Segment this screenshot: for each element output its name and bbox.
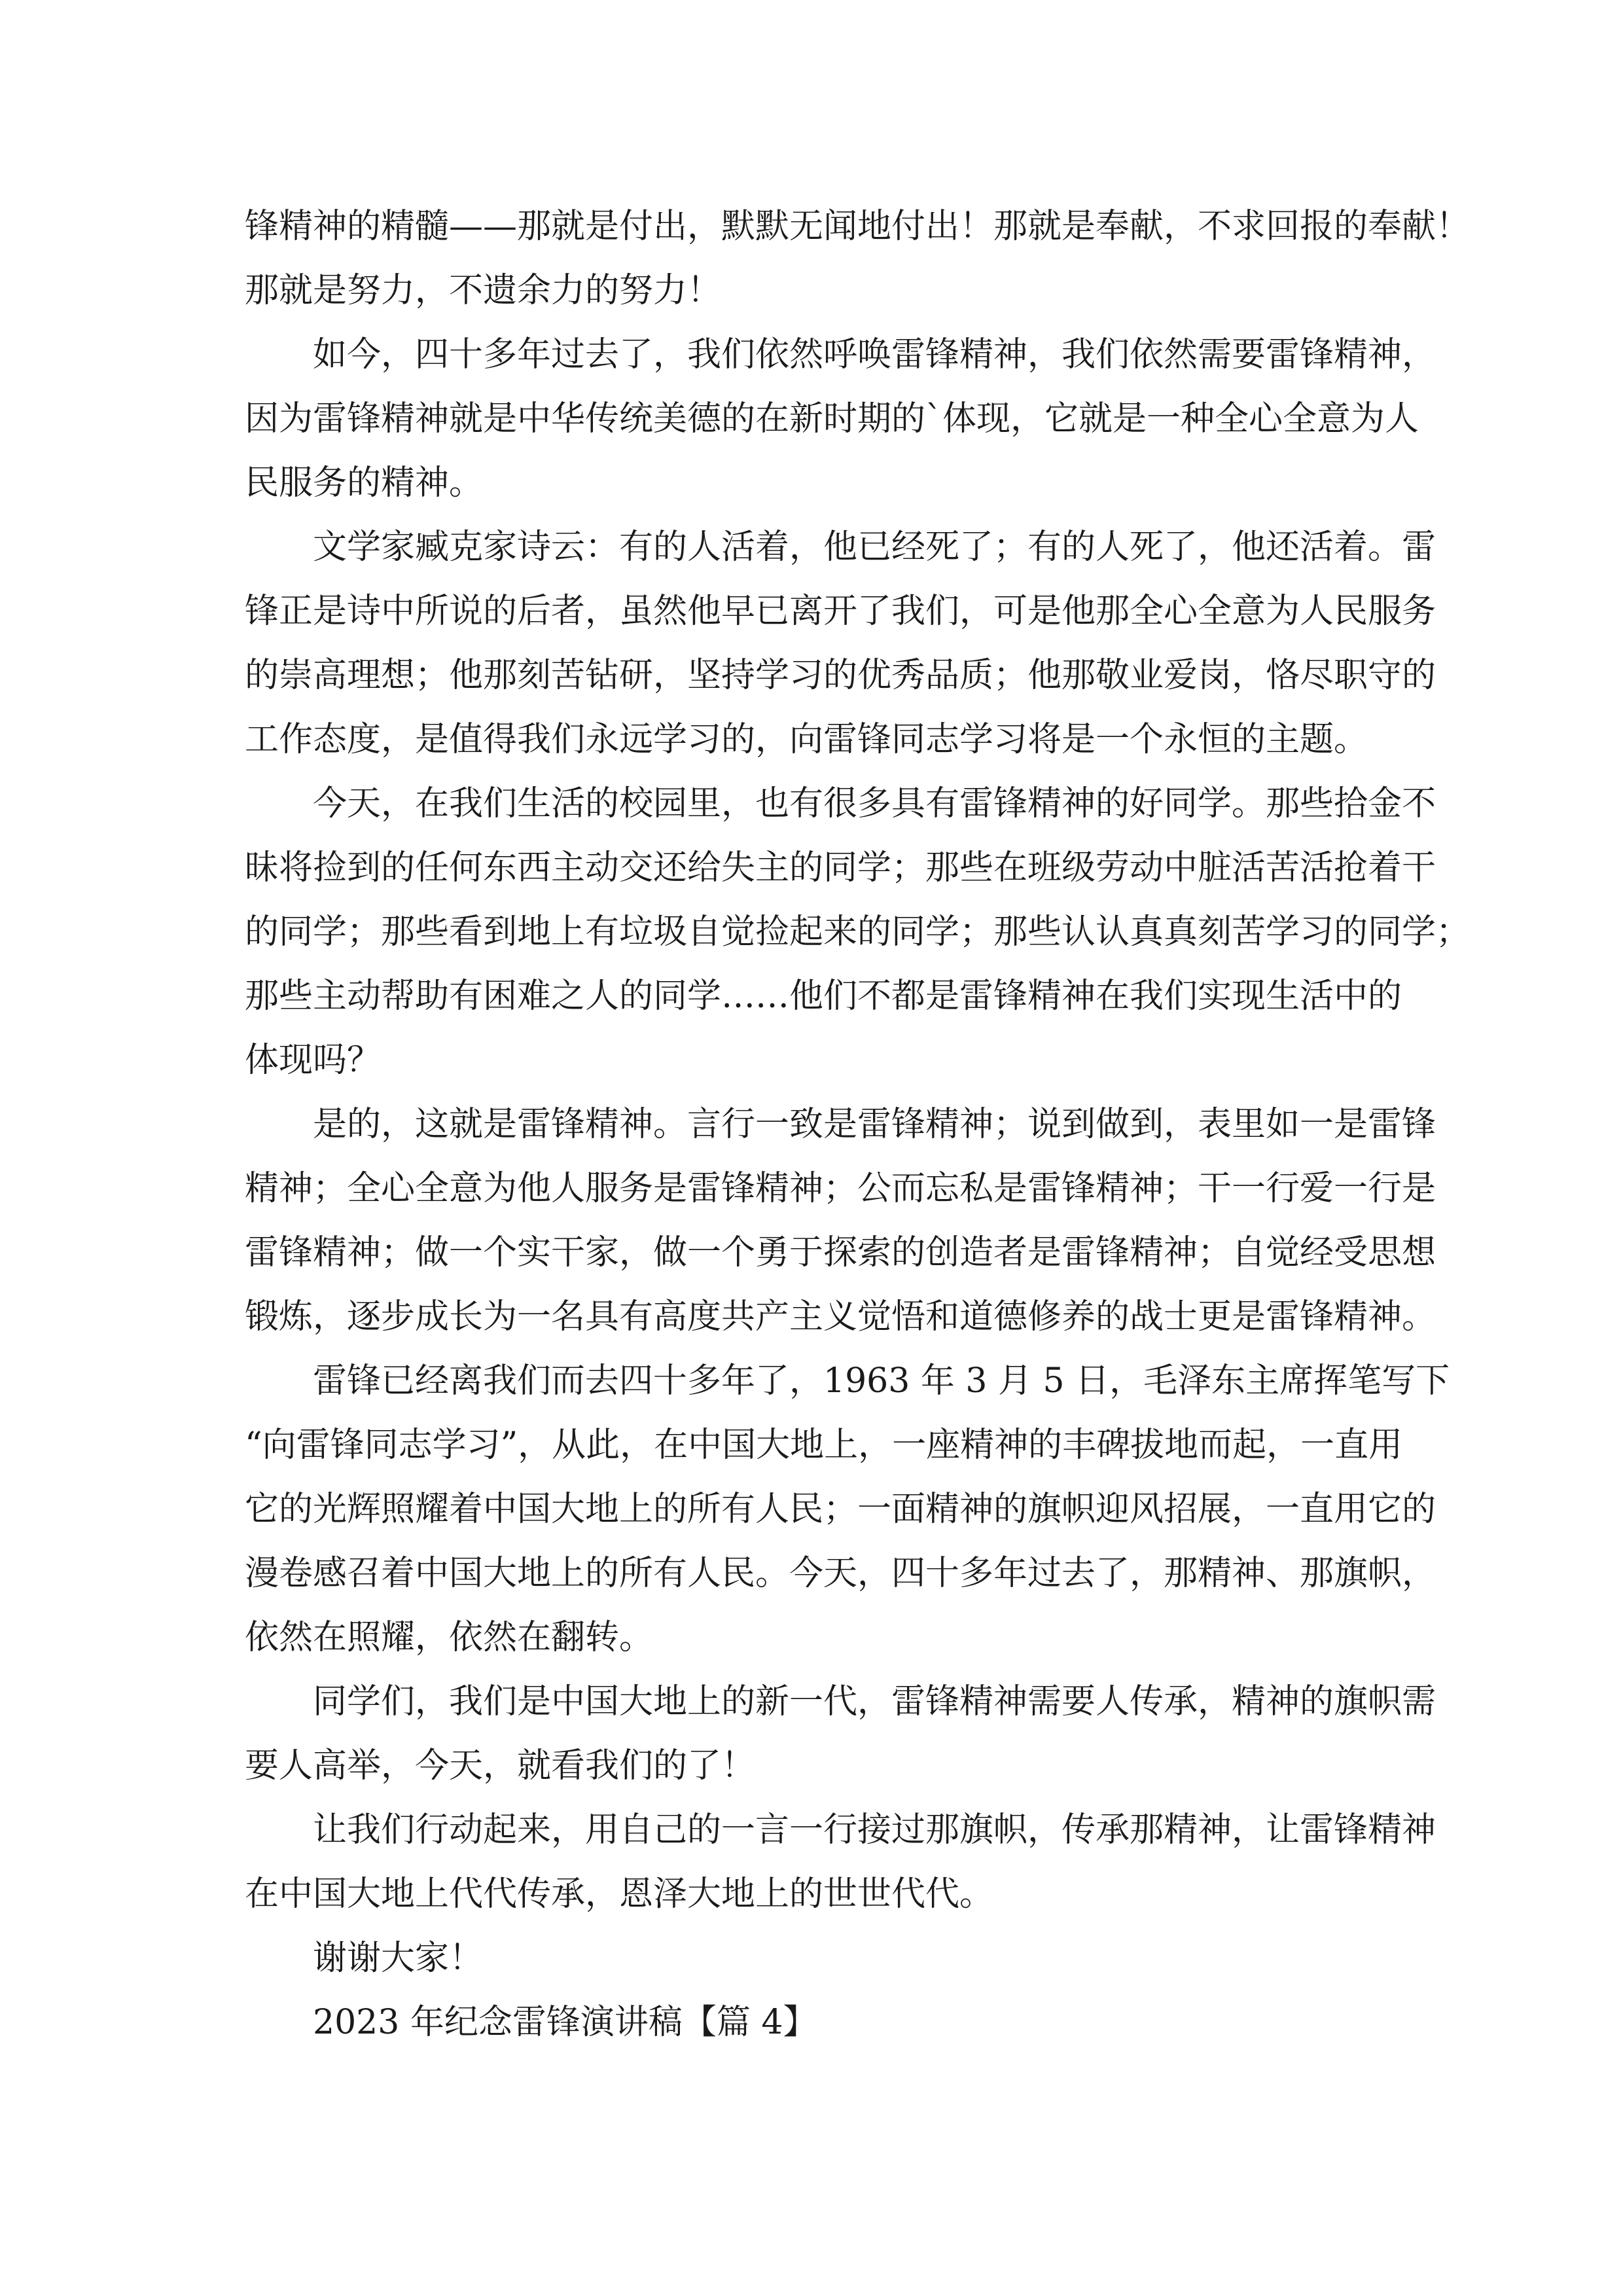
text-line: 锋正是诗中所说的后者，虽然他早已离开了我们，可是他那全心全意为人民服务 [245,592,1436,631]
text-line: 的崇高理想；他那刻苦钻研，坚持学习的优秀品质；他那敬业爱岗，恪尽职守的 [245,656,1436,695]
text-line: 工作态度，是值得我们永远学习的，向雷锋同志学习将是一个永恒的主题。 [245,720,1368,759]
text-line: 锋精神的精髓——那就是付出，默默无闻地付出！那就是奉献，不求回报的奉献！ [245,207,1471,246]
text-line: 那些主动帮助有困难之人的同学……他们不都是雷锋精神在我们实现生活中的 [245,977,1402,1016]
text-line: 它的光辉照耀着中国大地上的所有人民；一面精神的旗帜迎风招展，一直用它的 [245,1490,1436,1529]
paragraph-start-line: 是的，这就是雷锋精神。言行一致是雷锋精神；说到做到，表里如一是雷锋 [313,1105,1436,1144]
text-line: 民服务的精神。 [245,463,484,503]
paragraph-start-line: 今天，在我们生活的校园里，也有很多具有雷锋精神的好同学。那些拾金不 [313,784,1436,823]
text-line: 因为雷锋精神就是中华传统美德的在新时期的`体现，它就是一种全心全意为人 [245,399,1419,439]
paragraph-start-line: 文学家臧克家诗云：有的人活着，他已经死了；有的人死了，他还活着。雷 [313,528,1436,567]
paragraph-start-line: 如今，四十多年过去了，我们依然呼唤雷锋精神，我们依然需要雷锋精神， [313,335,1436,374]
paragraph-start-line: 同学们，我们是中国大地上的新一代，雷锋精神需要人传承，精神的旗帜需 [313,1682,1436,1721]
text-line: 雷锋精神；做一个实干家，做一个勇于探索的创造者是雷锋精神；自觉经受思想 [245,1233,1436,1272]
text-line: 漫卷感召着中国大地上的所有人民。今天，四十多年过去了，那精神、那旗帜， [245,1554,1436,1593]
closing-line: 谢谢大家！ [313,1939,484,1978]
text-line: 要人高举，今天，就看我们的了！ [245,1746,756,1785]
paragraph-start-line: 雷锋已经离我们而去四十多年了，1963 年 3 月 5 日，毛泽东主席挥笔写下 [313,1361,1450,1401]
text-line: “向雷锋同志学习”，从此，在中国大地上，一座精神的丰碑拔地而起，一直用 [245,1426,1403,1465]
paragraph-start-line: 让我们行动起来，用自己的一言一行接过那旗帜，传承那精神，让雷锋精神 [313,1810,1436,1850]
text-line: 锻炼，逐步成长为一名具有高度共产主义觉悟和道德修养的战士更是雷锋精神。 [245,1297,1436,1336]
text-line: 精神；全心全意为他人服务是雷锋精神；公而忘私是雷锋精神；干一行爱一行是 [245,1169,1436,1208]
text-line: 体现吗？ [245,1041,382,1080]
section-heading: 2023 年纪念雷锋演讲稿【篇 4】 [313,2003,817,2042]
text-line: 那就是努力，不遗余力的努力！ [245,271,722,310]
text-line: 依然在照耀，依然在翻转。 [245,1618,654,1657]
text-line: 在中国大地上代代传承，恩泽大地上的世世代代。 [245,1874,994,1914]
text-line: 的同学；那些看到地上有垃圾自觉捡起来的同学；那些认认真真刻苦学习的同学； [245,912,1471,952]
text-line: 昧将捡到的任何东西主动交还给失主的同学；那些在班级劳动中脏活苦活抢着干 [245,848,1436,888]
